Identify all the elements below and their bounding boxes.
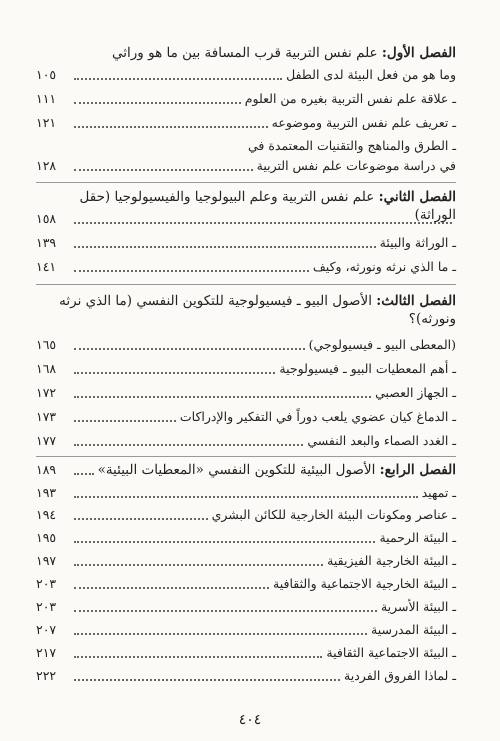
leader-dots: [74, 169, 253, 171]
toc-entry[interactable]: [36, 644, 456, 662]
entry-page: ١٧٢: [36, 385, 57, 400]
toc-entry[interactable]: [36, 598, 456, 616]
entry-page: ٢١٧: [36, 645, 57, 660]
entry-text: ـ عناصر ومكونات البيئة الخارجية للكائن البشري: [211, 507, 456, 522]
chapter-first-page: ١٥٨: [36, 211, 57, 226]
entry-text: ـ الجهاز العصبي: [375, 385, 456, 400]
entry-text: ـ البيئة الأسرية: [380, 599, 456, 614]
chapter-label: الفصل الثاني:: [378, 189, 456, 205]
toc-entry[interactable]: [36, 360, 456, 378]
leader-dots: [74, 587, 269, 589]
entry-text: وما هو من فعل البيئة لدى الطفل: [286, 67, 456, 82]
toc-entry-continued: [36, 137, 456, 155]
chapter-divider: [36, 456, 456, 457]
chapter-first-page: ١٨٩: [36, 462, 57, 477]
chapter-title: الأصول البيئية للتكوين النفسي «المعطيات البيئية»: [97, 462, 376, 478]
chapter-label: الفصل الأول:: [381, 45, 456, 61]
entry-page: ١٣٩: [36, 235, 57, 250]
entry-text: ـ تمهيد: [421, 485, 456, 500]
leader-dots: [74, 348, 305, 350]
leader-dots: [74, 396, 371, 398]
leader-dots: [74, 473, 94, 475]
leader-dots: [74, 496, 418, 498]
leader-dots: [74, 270, 309, 272]
chapter-title-page-row[interactable]: [36, 210, 456, 228]
entry-text: ـ البيئة الاجتماعية الثقافية: [326, 645, 456, 660]
chapter-title: علم نفس التربية قرب المسافة بين ما هو وراثي: [112, 45, 378, 61]
toc-entry[interactable]: [36, 157, 456, 175]
chapter-label: الفصل الرابع:: [379, 462, 456, 478]
entry-page: ١٢٨: [36, 158, 57, 173]
chapter-heading: [36, 292, 456, 328]
entry-page: ١٩٧: [36, 553, 57, 568]
toc-entry[interactable]: [36, 234, 456, 252]
entry-text: ـ البيئة الخارجية الفيزيقية: [327, 553, 456, 568]
entry-text: ـ الوراثة والبيئة: [379, 235, 456, 250]
page-number: ٤٠٤: [238, 712, 262, 728]
entry-text: ـ الدماغ كيان عضوي يلعب دوراً في التفكير والإدراكات: [179, 409, 456, 424]
entry-page: ١٦٥: [36, 337, 57, 352]
toc-entry[interactable]: [36, 529, 456, 547]
chapter-label: الفصل الثالث:: [376, 293, 456, 309]
entry-text: ـ الطرق والمناهج والتقنيات المعتمدة في: [247, 138, 456, 153]
entry-text: ـ تعريف علم نفس التربية وموضوعه: [271, 115, 456, 130]
toc-entry[interactable]: [36, 575, 456, 593]
entry-text: في دراسة موضوعات علم نفس التربية: [256, 158, 456, 173]
toc-entry[interactable]: [36, 621, 456, 639]
leader-dots: [74, 633, 367, 635]
chapter-title: الأصول البيو ـ فيسيولوجية للتكوين النفسي (ما الذي نرثه ونورثه)؟: [59, 293, 456, 327]
leader-dots: [74, 126, 268, 128]
entry-page: ١٢١: [36, 115, 57, 130]
entry-text: ـ ما الذي نرثه ونورثه، وكيف: [312, 259, 456, 274]
toc-entry[interactable]: [36, 258, 456, 276]
leader-dots: [74, 679, 340, 681]
toc-entry[interactable]: [36, 114, 456, 132]
toc-entry[interactable]: [36, 667, 456, 685]
entry-page: ٢٠٣: [36, 599, 57, 614]
entry-page: ١٠٥: [36, 67, 57, 82]
chapter-heading[interactable]: [36, 461, 456, 479]
entry-text: ـ الغدد الصماء والبعد النفسي: [307, 433, 456, 448]
toc-entry[interactable]: [36, 506, 456, 524]
chapter-heading: [36, 44, 456, 62]
toc-entry[interactable]: [36, 432, 456, 450]
entry-text: ـ البيئة الرحمية: [379, 530, 456, 545]
entry-page: ١٧٧: [36, 433, 57, 448]
leader-dots: [74, 246, 376, 248]
leader-dots: [74, 610, 377, 612]
entry-text: ـ أهم المعطيات البيو ـ فيسيولوجية: [279, 361, 456, 376]
entry-page: ١٩٤: [36, 507, 57, 522]
leader-dots: [74, 564, 323, 566]
chapter-divider: [36, 182, 456, 183]
leader-dots: [74, 656, 322, 658]
chapter-divider: [36, 284, 456, 285]
entry-page: ١٤١: [36, 259, 57, 274]
leader-dots: [74, 102, 241, 104]
entry-page: ١٩٣: [36, 485, 57, 500]
entry-page: ٢٠٧: [36, 622, 57, 637]
toc-entry[interactable]: [36, 336, 456, 354]
entry-text: (المعطى البيو ـ فيسيولوجي): [308, 337, 456, 352]
entry-page: ١٦٨: [36, 361, 57, 376]
leader-dots: [74, 518, 208, 520]
leader-dots: [74, 372, 275, 374]
entry-text: ـ البيئة الخارجية الاجتماعية والثقافية: [273, 576, 456, 591]
entry-text: ـ علاقة علم نفس التربية بغيره من العلوم: [244, 91, 456, 106]
leader-dots: [74, 222, 452, 224]
toc-entry[interactable]: [36, 552, 456, 570]
toc-entry[interactable]: [36, 384, 456, 402]
entry-text: ـ البيئة المدرسية: [371, 622, 456, 637]
entry-page: ١٩٥: [36, 530, 57, 545]
entry-text: ـ لماذا الفروق الفردية: [344, 668, 456, 683]
toc-entry[interactable]: [36, 408, 456, 426]
leader-dots: [74, 541, 375, 543]
toc-entry[interactable]: [36, 484, 456, 502]
leader-dots: [74, 78, 282, 80]
chapter-title: علم نفس التربية وعلم البيولوجيا والفيسيولوجيا (حقل الوراثة): [79, 189, 456, 223]
entry-page: ١١١: [36, 91, 57, 106]
toc-entry[interactable]: [36, 66, 456, 84]
entry-page: ٢٢٢: [36, 668, 57, 683]
entry-page: ٢٠٣: [36, 576, 57, 591]
toc-entry[interactable]: [36, 90, 456, 108]
leader-dots: [74, 444, 303, 446]
leader-dots: [74, 420, 176, 422]
entry-page: ١٧٣: [36, 409, 57, 424]
